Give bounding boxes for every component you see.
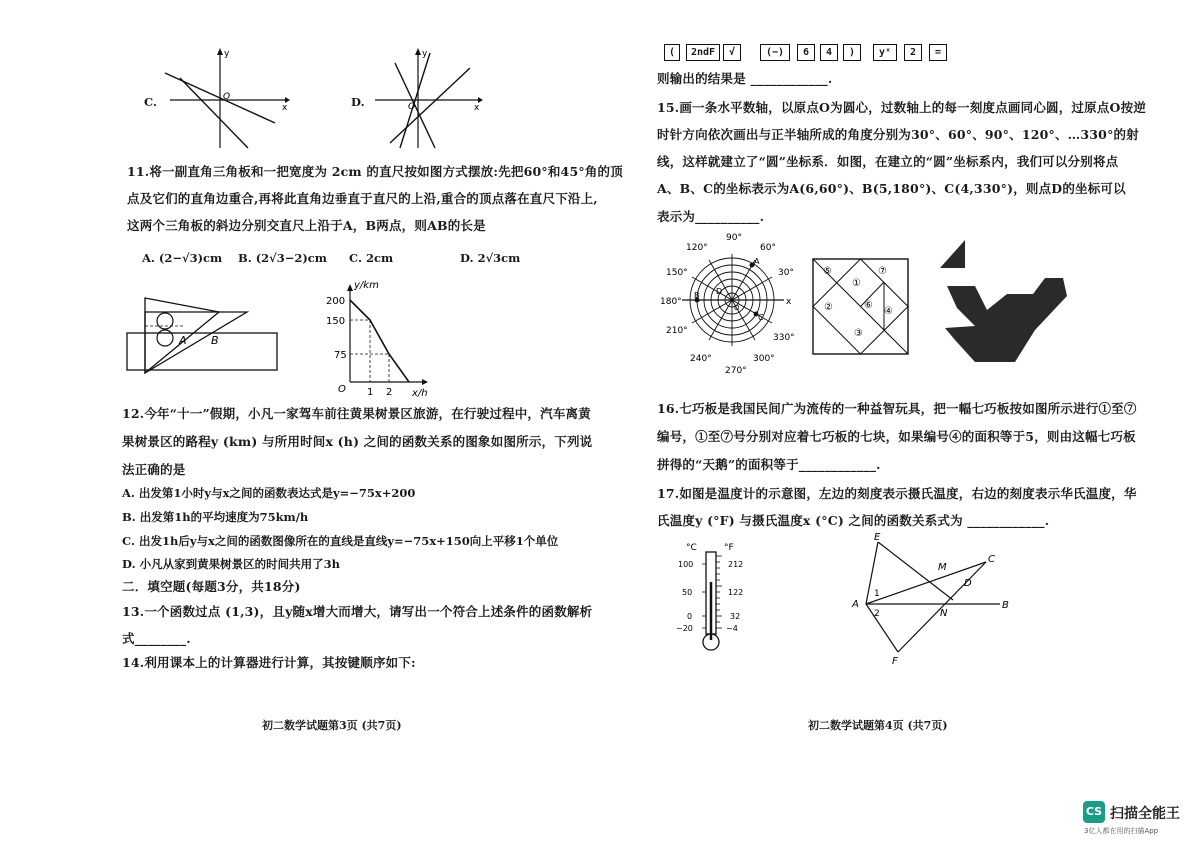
q13-line2: 式________. xyxy=(122,631,191,646)
section-fill-in-heading: 二．填空题(每题3分，共18分) xyxy=(122,579,301,594)
q12-option-b[interactable]: B. 出发第1h的平均速度为75km/h xyxy=(122,510,309,524)
q12-option-a[interactable]: A. 出发第1小时y与x之间的函数表达式是y=−75x+200 xyxy=(122,486,416,500)
key-open-paren[interactable]: ( xyxy=(664,44,680,61)
polar-label-240: 240° xyxy=(690,354,712,364)
thermo-c-100: 100 xyxy=(678,560,694,569)
q10-option-c-label[interactable]: C. xyxy=(144,95,157,109)
q12-x-tick-2: 2 xyxy=(386,387,393,398)
q12-y-axis-label: y/km xyxy=(354,280,379,291)
svg-text:O: O xyxy=(223,92,231,102)
q14-result-line: 则输出的结果是 ____________. xyxy=(657,71,833,86)
q11-line3: 这两个三角板的斜边分别交直尺上沿于A，B两点，则AB的长是 xyxy=(127,218,486,233)
polar-label-330: 330° xyxy=(773,333,795,343)
q10-option-d-graph xyxy=(370,48,485,153)
q11-line1: 11.将一副直角三角板和一把宽度为 2cm 的直尺按如图方式摆放:先把60°和45°角的顶 xyxy=(127,164,623,179)
tangram-piece-5: ⑤ xyxy=(823,266,832,277)
q12-distance-time-graph xyxy=(326,280,432,400)
right-page-footer: 初二数学试题第4页 (共7页) xyxy=(808,719,948,732)
q10-option-d-label[interactable]: D. xyxy=(351,95,365,109)
polar-point-b: B xyxy=(694,291,700,300)
q16-line3: 拼得的“天鹅”的面积等于____________. xyxy=(657,457,881,472)
geo-angle-2: 2 xyxy=(874,609,880,619)
tangram-piece-3: ③ xyxy=(854,328,863,339)
polar-label-90: 90° xyxy=(726,233,742,243)
thermo-c-0: 0 xyxy=(687,612,693,621)
scanner-app-logo: CS xyxy=(1083,801,1105,823)
thermo-f-minus4: −4 xyxy=(726,624,738,633)
svg-text:O: O xyxy=(408,102,416,112)
polar-label-120: 120° xyxy=(686,243,708,253)
scanner-app-name: 扫描全能王 xyxy=(1110,806,1180,822)
q15-line5: 表示为__________. xyxy=(657,209,765,224)
q16-line1: 16.七巧板是我国民间广为流传的一种益智玩具，把一幅七巧板按如图所示进行①至⑦ xyxy=(657,401,1137,416)
polar-label-300: 300° xyxy=(753,354,775,364)
key-sqrt[interactable]: √ xyxy=(723,44,741,61)
thermo-f-122: 122 xyxy=(728,588,744,597)
q15-line3: 线，这样就建立了“圆”坐标系．如图，在建立的“圆”坐标系内，我们可以分别将点 xyxy=(657,154,1119,169)
q11-line2: 点及它们的直角边重合,再将此直角边垂直于直尺的上沿,重合的顶点落在直尺下沿上, xyxy=(127,191,598,206)
q15-line2: 时针方向依次画出与正半轴所成的角度分别为30°、60°、90°、120°、…330°的射 xyxy=(657,127,1139,142)
thermo-c-minus20: −20 xyxy=(676,624,693,633)
q16-swan-silhouette xyxy=(935,238,1075,368)
polar-point-d: D xyxy=(716,287,723,296)
key-negative[interactable]: (−) xyxy=(760,44,790,61)
key-2ndf[interactable]: 2ndF xyxy=(686,44,720,61)
key-equals[interactable]: = xyxy=(929,44,947,61)
left-page-footer: 初二数学试题第3页 (共7页) xyxy=(262,719,402,732)
geo-point-a: A xyxy=(852,599,859,610)
q12-y-tick-150: 150 xyxy=(326,316,346,327)
geo-point-c: C xyxy=(988,554,995,565)
q14-text: 14.利用课本上的计算器进行计算，其按键顺序如下: xyxy=(122,655,416,670)
q11-option-d[interactable]: D. 2√3cm xyxy=(460,251,521,265)
key-power[interactable]: yˣ xyxy=(873,44,897,61)
tangram-piece-2: ② xyxy=(824,302,833,313)
geo-point-e: E xyxy=(874,532,881,543)
key-2[interactable]: 2 xyxy=(904,44,922,61)
key-close-paren[interactable]: ) xyxy=(843,44,861,61)
q12-x-tick-1: 1 xyxy=(367,387,374,398)
geo-point-b: B xyxy=(1002,600,1009,611)
q13-line1: 13.一个函数过点 (1,3)，且y随x增大而增大，请写出一个符合上述条件的函数解析 xyxy=(122,604,593,619)
q11-point-b: B xyxy=(211,334,219,347)
thermo-c-50: 50 xyxy=(682,588,693,597)
tangram-piece-7: ⑦ xyxy=(878,266,887,277)
q11-ruler-triangles-figure xyxy=(125,296,285,378)
geo-point-m: M xyxy=(938,562,947,573)
svg-text:y: y xyxy=(224,49,230,59)
q11-option-b[interactable]: B. (2√3−2)cm xyxy=(238,251,327,265)
q16-line2: 编号，①至⑦号分别对应着七巧板的七块，如果编号④的面积等于5，则由这幅七巧板 xyxy=(657,429,1136,444)
polar-label-60: 60° xyxy=(760,243,776,253)
q15-line1: 15.画一条水平数轴，以原点O为圆心，过数轴上的每一刻度点画同心圆，过原点O按逆 xyxy=(657,100,1147,115)
q12-line3: 法正确的是 xyxy=(122,462,186,477)
geometry-figure-emcdabnf xyxy=(848,532,1018,672)
polar-label-210: 210° xyxy=(666,326,688,336)
thermo-celsius-unit: °C xyxy=(686,543,697,553)
scanner-app-tagline: 3亿人都在用的扫描App xyxy=(1084,827,1159,835)
tangram-piece-6: ⑥ xyxy=(864,300,873,311)
q17-line2: 氏温度y (°F) 与摄氏温度x (°C) 之间的函数关系式为 ____________. xyxy=(657,513,1050,528)
geo-angle-1: 1 xyxy=(874,589,880,599)
q12-option-d[interactable]: D. 小凡从家到黄果树景区的时间共用了3h xyxy=(122,557,340,571)
geo-point-f: F xyxy=(892,656,898,667)
thermo-fahrenheit-unit: °F xyxy=(724,543,734,553)
polar-label-150: 150° xyxy=(666,268,688,278)
geo-point-n: N xyxy=(940,608,948,619)
polar-label-180: 180° xyxy=(660,297,682,307)
svg-text:x: x xyxy=(282,103,288,113)
key-6[interactable]: 6 xyxy=(797,44,815,61)
q11-point-a: A xyxy=(179,334,187,347)
q12-y-tick-200: 200 xyxy=(326,296,346,307)
thermo-f-212: 212 xyxy=(728,560,744,569)
polar-origin: O xyxy=(734,304,740,312)
q12-y-tick-75: 75 xyxy=(334,350,347,361)
polar-label-x: x xyxy=(786,297,792,307)
key-4[interactable]: 4 xyxy=(820,44,838,61)
q12-x-axis-label: x/h xyxy=(412,388,428,399)
q12-option-c[interactable]: C. 出发1h后y与x之间的函数图像所在的直线是直线y=−75x+150向上平移1个单位 xyxy=(122,534,559,548)
polar-label-30: 30° xyxy=(778,268,794,278)
polar-label-270: 270° xyxy=(725,366,747,376)
polar-point-a: A xyxy=(754,257,760,266)
thermo-f-32: 32 xyxy=(730,612,741,621)
svg-text:y: y xyxy=(422,49,428,59)
tangram-piece-4: ④ xyxy=(884,306,893,317)
q17-thermometer-figure xyxy=(672,542,762,654)
q15-line4: A、B、C的坐标表示为A(6,60°)、B(5,180°)、C(4,330°)，则点D的坐标可以 xyxy=(657,181,1126,196)
q11-option-c[interactable]: C. 2cm xyxy=(349,251,394,265)
q12-line2: 果树景区的路程y (km) 与所用时间x (h) 之间的函数关系的图象如图所示，下列说 xyxy=(122,434,593,449)
q17-line1: 17.如图是温度计的示意图，左边的刻度表示摄氏温度，右边的刻度表示华氏温度，华 xyxy=(657,486,1137,501)
q12-line1: 12.今年“十一”假期，小凡一家驾车前往黄果树景区旅游，在行驶过程中，汽车离黄 xyxy=(122,406,591,421)
q15-polar-coordinate-figure xyxy=(656,228,801,378)
geo-point-d: D xyxy=(964,578,972,589)
q12-origin-label: O xyxy=(338,384,346,395)
polar-point-c: C xyxy=(758,313,764,322)
tangram-piece-1: ① xyxy=(852,278,861,289)
svg-text:x: x xyxy=(474,103,480,113)
q16-tangram-square-figure xyxy=(812,258,910,356)
q11-option-a[interactable]: A. (2−√3)cm xyxy=(142,251,223,265)
q10-option-c-graph xyxy=(160,48,290,153)
